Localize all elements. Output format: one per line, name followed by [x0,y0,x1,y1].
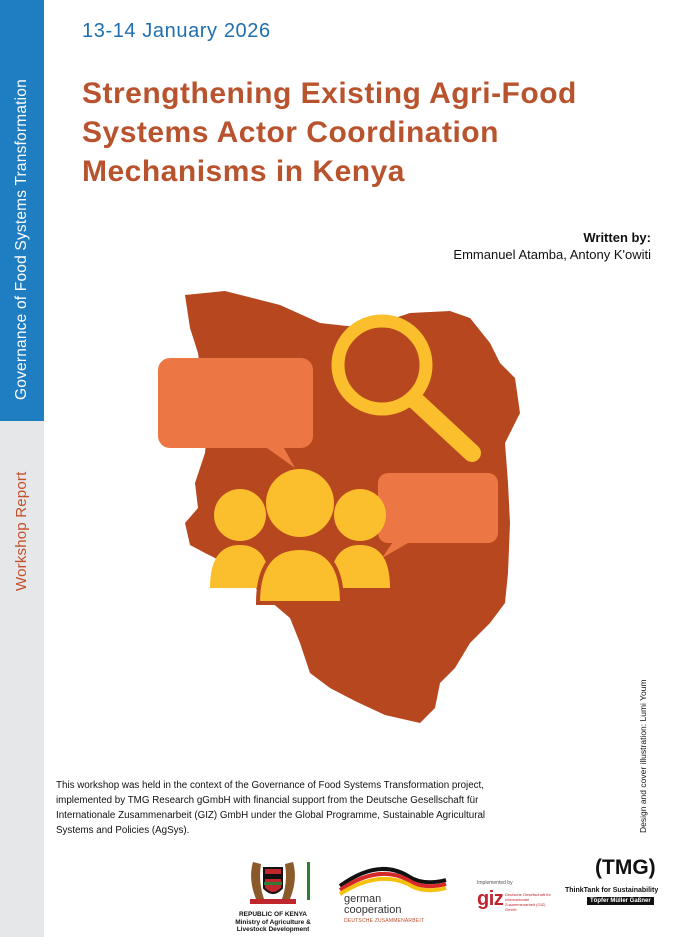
design-credit: Design and cover illustration: Lumi Youm [638,679,648,833]
german-cooperation-logo [338,858,448,928]
tmg-name: (TMG) [595,856,656,879]
flag-swoosh-icon [338,858,448,898]
report-title: Strengthening Existing Agri-Food Systems Actor Coordination Mechanisms in Kenya [82,77,577,188]
gc-line-1: german [344,893,382,905]
authors: Emmanuel Atamba, Antony K'owiti [453,247,651,262]
series-title: Governance of Food Systems Transformation [13,79,30,400]
gc-line-2: cooperation [344,904,402,916]
kenya-line-2: Ministry of Agriculture & [235,918,311,926]
giz-logo [477,880,552,920]
written-by-label: Written by: [583,230,651,245]
event-date: 13-14 January 2026 [82,20,271,42]
german-cooperation-text [344,894,402,916]
project-footnote: This workshop was held in the context of the Governance of Food Systems Transformation project, implemented by TMG Research gGmbH with financial support from the Deutsche Gesellschaft für Internationale Zusammenarbeit (GIZ) GmbH under the Global Programme, Sustainable Agricultural Systems and Policies (AgSys). [56,780,486,836]
kenya-ministry-logo [228,854,318,934]
tmg-tagline: ThinkTank for Sustainability [565,887,659,894]
tmg-founders: Töpfer Müller Gaßner [587,897,654,905]
report-type: Workshop Report [13,471,30,591]
cover-illustration [150,283,560,733]
partner-logos [0,850,679,937]
giz-name: giz [477,888,504,910]
kenya-coat-of-arms-icon [228,854,318,906]
kenya-line-1: REPUBLIC OF KENYA [238,911,308,918]
kenya-line-3: Livestock Development [236,926,310,933]
giz-implemented-by: Implemented by [477,880,513,886]
giz-description: Deutsche Gesellschaft für Internationale Zusammenarbeit (GIZ) GmbH [505,892,551,912]
tmg-name-text: TMG [602,856,649,879]
gc-subline: DEUTSCHE ZUSAMMENARBEIT [344,918,425,924]
tmg-logo [565,856,665,916]
